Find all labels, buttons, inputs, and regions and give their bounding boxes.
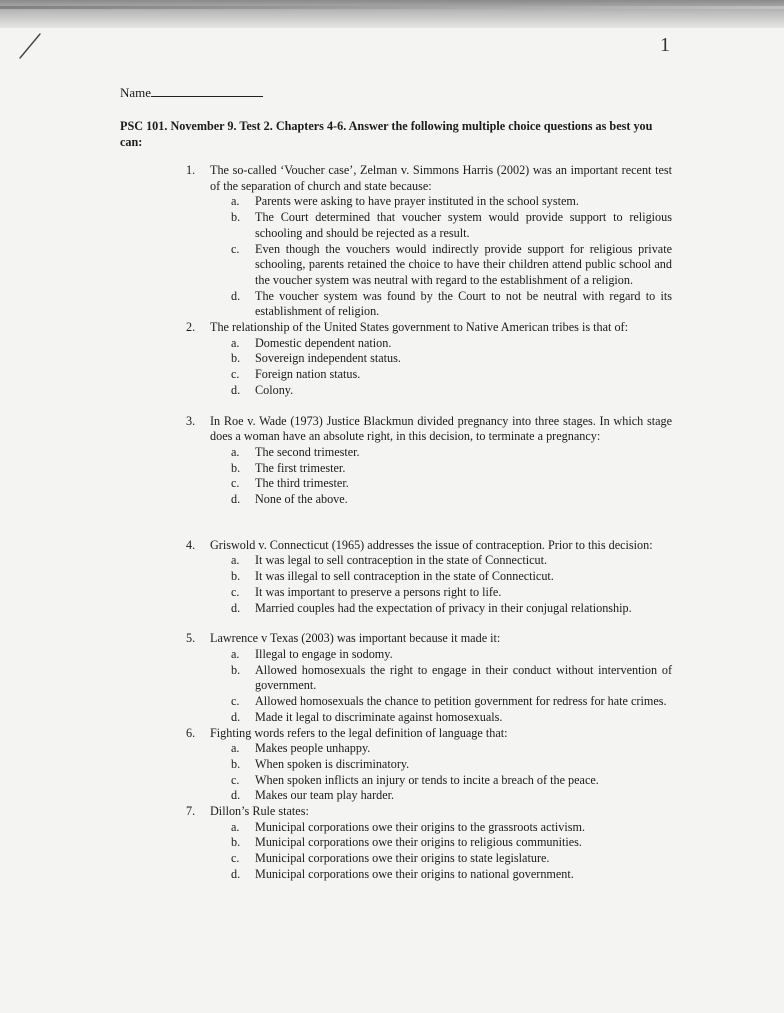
question-number: 2.	[186, 320, 196, 335]
option-text: Municipal corporations owe their origins to national government.	[255, 866, 574, 881]
option-text: Municipal corporations owe their origins to religious communities.	[255, 835, 582, 850]
option-letter: a.	[231, 444, 240, 459]
question-text: In Roe v. Wade (1973) Justice Blackmun divided pregnancy into three stages. In which stage does a woman have an absolute right, in this decision, to terminate a pregnancy:	[210, 413, 672, 444]
answer-option	[231, 819, 672, 836]
option-text: When spoken is discriminatory.	[255, 756, 410, 771]
option-letter: b.	[231, 460, 241, 475]
exam-header: PSC 101. November 9. Test 2. Chapters 4-6. Answer the following multiple choice questions as best you can:	[120, 119, 653, 149]
option-letter: a.	[231, 194, 240, 209]
answer-option	[231, 584, 672, 601]
option-letter: b.	[231, 351, 241, 366]
option-letter: a.	[231, 646, 240, 661]
spacer	[0, 523, 784, 538]
question-number: 7.	[186, 804, 196, 819]
option-letter: d.	[231, 788, 241, 803]
answer-option	[231, 460, 672, 477]
answer-option	[231, 492, 672, 508]
question-2	[186, 320, 672, 399]
option-letter: d.	[231, 288, 241, 303]
option-letter: d.	[231, 382, 241, 397]
answer-option	[231, 600, 672, 617]
answer-option	[231, 866, 672, 883]
option-text: Made it legal to discriminate against homosexuals.	[255, 709, 503, 724]
question-number: 4.	[186, 537, 196, 552]
option-text: Makes people unhappy.	[255, 741, 371, 756]
question-text: The so-called ‘Voucher case’, Zelman v. Simmons Harris (2002) was an important recent test of the separation of church and state because:	[210, 163, 672, 193]
answer-option	[231, 210, 672, 241]
question-text: Lawrence v Texas (2003) was important because it made it:	[210, 631, 501, 646]
option-text: Municipal corporations owe their origins to the grassroots activism.	[255, 819, 586, 834]
answer-option	[231, 335, 672, 352]
question-text: Fighting words refers to the legal definition of language that:	[210, 725, 508, 740]
question-number: 3.	[186, 413, 196, 428]
option-text: The voucher system was found by the Court to not be neutral with regard to its establishment of religion.	[255, 288, 672, 319]
option-letter: b.	[231, 662, 241, 677]
option-text: It was illegal to sell contraception in the state of Connecticut.	[255, 569, 554, 584]
name-blank-line	[151, 84, 263, 97]
question-number: 6.	[186, 725, 196, 740]
option-letter: c.	[231, 772, 240, 787]
option-letter: d.	[231, 709, 241, 724]
answer-option	[231, 569, 672, 585]
option-letter: c.	[231, 851, 240, 866]
question-list	[0, 163, 784, 883]
answer-option	[231, 553, 672, 569]
spacer	[0, 508, 784, 523]
option-letter: b.	[231, 756, 241, 771]
answer-option	[231, 382, 672, 399]
answer-option	[231, 444, 672, 461]
answer-option	[231, 756, 672, 773]
scan-top-edge	[0, 0, 784, 28]
answer-option	[231, 662, 672, 694]
question-text: The relationship of the United States government to Native American tribes is that of:	[210, 320, 628, 335]
spacer	[0, 399, 784, 414]
option-letter: c.	[231, 367, 240, 382]
question-number: 5.	[186, 631, 196, 646]
option-text: Parents were asking to have prayer instituted in the school system.	[255, 194, 579, 209]
question-text: Griswold v. Connecticut (1965) addresses the issue of contraception. Prior to this decision:	[210, 537, 653, 552]
option-text: Married couples had the expectation of privacy in their conjugal relationship.	[255, 600, 632, 615]
option-letter: b.	[231, 210, 241, 225]
question-number: 1.	[186, 163, 196, 177]
answer-option	[231, 772, 672, 789]
option-text: The third trimester.	[255, 476, 349, 491]
name-field	[120, 84, 263, 101]
option-letter: a.	[231, 819, 240, 834]
answer-option	[231, 709, 672, 726]
answer-option	[231, 367, 672, 383]
page-number: 1	[660, 34, 670, 56]
question-6	[186, 725, 672, 805]
option-letter: c.	[231, 241, 240, 256]
question-text: Dillon’s Rule states:	[210, 804, 309, 819]
name-label: Name	[120, 85, 152, 100]
option-letter: a.	[231, 335, 240, 350]
option-text: It was legal to sell contraception in the state of Connecticut.	[255, 553, 548, 568]
question-3	[186, 413, 672, 508]
answer-option	[231, 694, 672, 710]
answer-option	[231, 288, 672, 320]
option-text: Colony.	[255, 382, 294, 397]
answer-option	[231, 851, 672, 867]
option-letter: c.	[231, 694, 240, 709]
answer-option	[231, 788, 672, 804]
option-letter: d.	[231, 600, 241, 615]
option-letter: c.	[231, 476, 240, 491]
answer-option	[231, 476, 672, 492]
option-letter: a.	[231, 553, 240, 568]
spacer	[0, 616, 784, 631]
answer-option	[231, 741, 672, 757]
option-text: Illegal to engage in sodomy.	[255, 646, 393, 661]
option-text: It was important to preserve a persons right to life.	[255, 584, 502, 599]
option-text: Domestic dependent nation.	[255, 335, 392, 350]
option-text: The second trimester.	[255, 444, 360, 459]
question-4	[186, 537, 672, 617]
option-text: Municipal corporations owe their origins to state legislature.	[255, 851, 550, 866]
option-text: When spoken inflicts an injury or tends to incite a breach of the peace.	[255, 772, 599, 787]
option-letter: d.	[231, 866, 241, 881]
option-text: The first trimester.	[255, 460, 346, 475]
option-text: The Court determined that voucher system would provide support to religious schooling and should be rejected as a result.	[255, 210, 672, 240]
answer-option	[231, 194, 672, 210]
option-text: Foreign nation status.	[255, 367, 361, 382]
option-text: None of the above.	[255, 492, 348, 507]
option-letter: d.	[231, 492, 241, 507]
option-text: Allowed homosexuals the right to engage in their conduct without intervention of government.	[255, 662, 672, 693]
option-text: Even though the vouchers would indirectly provide support for religious private schooling, parents retained the choice to have their children attend public school and the voucher system was neutral with regard to the establishment of a religion.	[255, 241, 672, 287]
answer-option	[231, 835, 672, 851]
pen-stroke-mark	[18, 30, 44, 60]
answer-option	[231, 646, 672, 663]
question-1	[186, 163, 672, 320]
option-letter: b.	[231, 835, 241, 850]
answer-option	[231, 351, 672, 367]
option-text: Sovereign independent status.	[255, 351, 401, 366]
question-5	[186, 631, 672, 725]
option-letter: a.	[231, 741, 240, 756]
option-letter: b.	[231, 569, 241, 584]
answer-option	[231, 241, 672, 289]
question-7	[186, 804, 672, 883]
option-letter: c.	[231, 584, 240, 599]
option-text: Makes our team play harder.	[255, 788, 395, 803]
option-text: Allowed homosexuals the chance to petition government for redress for hate crimes.	[255, 694, 667, 709]
